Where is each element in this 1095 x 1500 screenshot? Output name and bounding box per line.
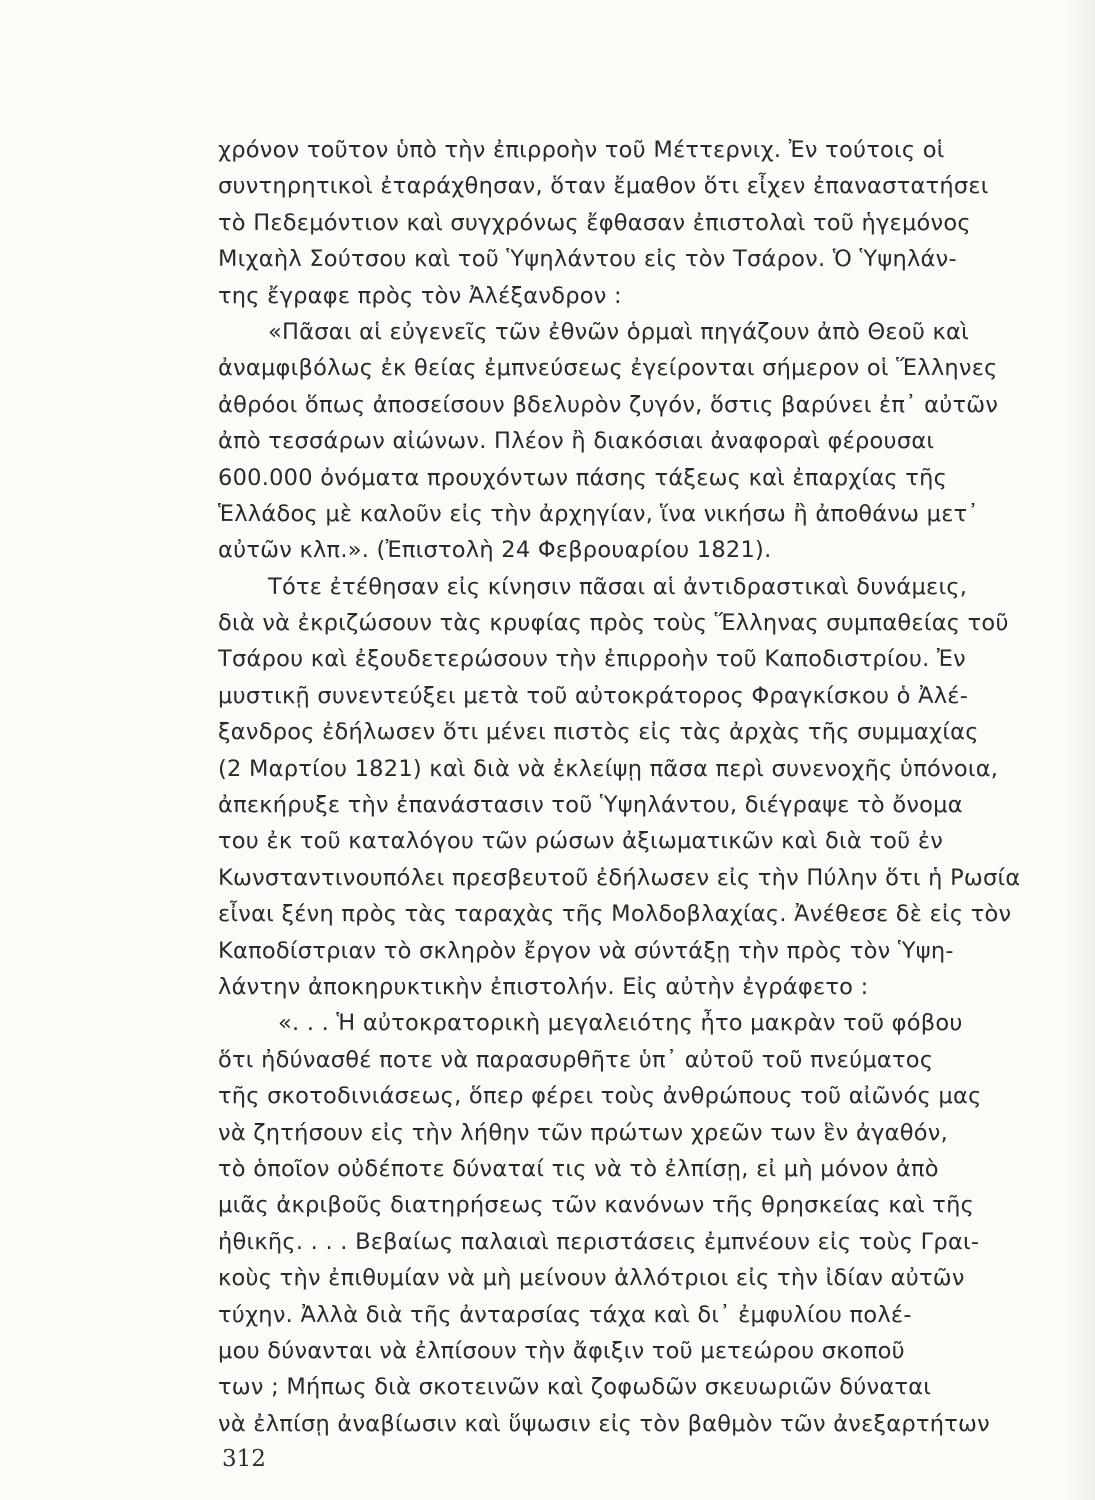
- text-line: εἶναι ξένη πρὸς τὰς ταραχὰς τῆς Μολδοβλαχίας. Ἀνέθεσε δὲ εἰς τὸν: [218, 901, 1012, 928]
- text-line: νὰ ζητήσουν εἰς τὴν λήθην τῶν πρώτων χρεῶν των ἓν ἀγαθόν,: [218, 1119, 948, 1146]
- text-line: ἀπεκήρυξε τὴν ἐπανάστασιν τοῦ Ὑψηλάντου, διέγραψε τὸ ὄνομα: [218, 792, 963, 819]
- text-line: ἀναμφιβόλως ἐκ θείας ἐμπνεύσεως ἐγείρονται σήμερον οἱ Ἕλληνες: [218, 355, 998, 382]
- text-line: χρόνον τοῦτον ὑπὸ τὴν ἐπιρροὴν τοῦ Μέττερνιχ. Ἐν τούτοις οἱ: [218, 137, 945, 163]
- text-line: ξανδρος ἐδήλωσεν ὅτι μένει πιστὸς εἰς τὰς ἀρχὰς τῆς συμμαχίας: [218, 719, 979, 746]
- text-line: Τσάρου καὶ ἐξουδετερώσουν τὴν ἐπιρροὴν τοῦ Καποδιστρίου. Ἐν: [218, 646, 966, 673]
- text-line: κοὺς τὴν ἐπιθυμίαν νὰ μὴ μείνουν ἀλλότριοι εἰς τὴν ἰδίαν αὐτῶν: [218, 1265, 965, 1292]
- text-line: μου δύνανται νὰ ἐλπίσουν τὴν ἄφιξιν τοῦ μετεώρου σκοποῦ: [218, 1337, 905, 1364]
- text-line: Κωνσταντινουπόλει πρεσβευτοῦ ἐδήλωσεν εἰς τὴν Πύλην ὅτι ἡ Ρωσία: [218, 864, 1021, 891]
- quote-paragraph-start: «. . . Ἡ αὐτοκρατορικὴ μεγαλειότης ἦτο μακρὰν τοῦ φόβου: [278, 1010, 963, 1037]
- quote-paragraph-start: «Πᾶσαι αἱ εὐγενεῖς τῶν ἐθνῶν ὁρμαὶ πηγάζουν ἀπὸ Θεοῦ καὶ: [268, 318, 969, 345]
- text-line: ἠθικῆς. . . . Βεβαίως παλαιαὶ περιστάσεις ἐμπνέουν εἰς τοὺς Γραι-: [218, 1228, 980, 1255]
- text-line: τὸ ὁποῖον οὐδέποτε δύναταί τις νὰ τὸ ἐλπίσῃ, εἰ μὴ μόνον ἀπὸ: [218, 1155, 939, 1182]
- text-line: ὅτι ἠδύνασθέ ποτε νὰ παρασυρθῆτε ὑπ᾽ αὐτοῦ τοῦ πνεύματος: [218, 1046, 934, 1073]
- text-line: νὰ ἐλπίσῃ ἀναβίωσιν καὶ ὕψωσιν εἰς τὸν βαθμὸν τῶν ἀνεξαρτήτων: [218, 1410, 990, 1437]
- paragraph-start: Τότε ἐτέθησαν εἰς κίνησιν πᾶσαι αἱ ἀντιδραστικαὶ δυνάμεις,: [268, 573, 968, 600]
- text-line: Μιχαὴλ Σούτσου καὶ τοῦ Ὑψηλάντου εἰς τὸν Τσάρον. Ὁ Ὑψηλάν-: [218, 246, 957, 273]
- text-line: τύχην. Ἀλλὰ διὰ τῆς ἀνταρσίας τάχα καὶ δι᾽ ἐμφυλίου πολέ-: [218, 1301, 912, 1328]
- body-text: [218, 132, 1073, 1442]
- text-line: μιᾶς ἀκριβοῦς διατηρήσεως τῶν κανόνων τῆς θρησκείας καὶ τῆς: [218, 1192, 975, 1219]
- text-line: (2 Μαρτίου 1821) καὶ διὰ νὰ ἐκλείψῃ πᾶσα περὶ συνενοχῆς ὑπόνοια,: [218, 755, 999, 782]
- text-line: ἀπὸ τεσσάρων αἰώνων. Πλέον ἢ διακόσιαι ἀναφοραὶ φέρουσαι: [218, 428, 935, 455]
- text-line: αὐτῶν κλπ.». (Ἐπιστολὴ 24 Φεβρουαρίου 1821).: [218, 537, 772, 564]
- text-line: τῆς σκοτοδινιάσεως, ὅπερ φέρει τοὺς ἀνθρώπους τοῦ αἰῶνός μας: [218, 1083, 982, 1110]
- text-line: της ἔγραφε πρὸς τὸν Ἀλέξανδρον :: [218, 282, 622, 309]
- text-line: ἀθρόοι ὅπως ἀποσείσουν βδελυρὸν ζυγόν, ὅστις βαρύνει ἐπ᾽ αὐτῶν: [218, 391, 999, 418]
- text-line: Ἑλλάδος μὲ καλοῦν εἰς τὴν ἀρχηγίαν, ἵνα νικήσω ἢ ἀποθάνω μετ᾽: [218, 500, 979, 527]
- text-line: Καποδίστριαν τὸ σκληρὸν ἔργον νὰ σύντάξῃ τὴν πρὸς τὸν Ὑψη-: [218, 937, 954, 964]
- text-line: τὸ Πεδεμόντιον καὶ συγχρόνως ἔφθασαν ἐπιστολαὶ τοῦ ἡγεμόνος: [218, 209, 971, 236]
- text-line: λάντην ἀποκηρυκτικὴν ἐπιστολήν. Εἰς αὐτὴν ἐγράφετο :: [218, 973, 869, 1000]
- page-number: 312: [222, 1446, 266, 1472]
- text-line: 600.000 ὀνόματα προυχόντων πάσης τάξεως καὶ ἐπαρχίας τῆς: [218, 464, 948, 491]
- text-line: μυστικῇ συνεντεύξει μετὰ τοῦ αὐτοκράτορος Φραγκίσκου ὁ Ἀλέ-: [218, 682, 969, 709]
- text-line: συντηρητικοὶ ἐταράχθησαν, ὅταν ἔμαθον ὅτι εἶχεν ἐπαναστατήσει: [218, 173, 989, 200]
- text-line: διὰ νὰ ἐκριζώσουν τὰς κρυφίας πρὸς τοὺς Ἕλληνας συμπαθείας τοῦ: [218, 610, 1009, 637]
- text-line: των ; Μήπως διὰ σκοτεινῶν καὶ ζοφωδῶν σκευωριῶν δύναται: [218, 1374, 932, 1401]
- text-line: του ἐκ τοῦ καταλόγου τῶν ρώσων ἀξιωματικῶν καὶ διὰ τοῦ ἐν: [218, 828, 944, 855]
